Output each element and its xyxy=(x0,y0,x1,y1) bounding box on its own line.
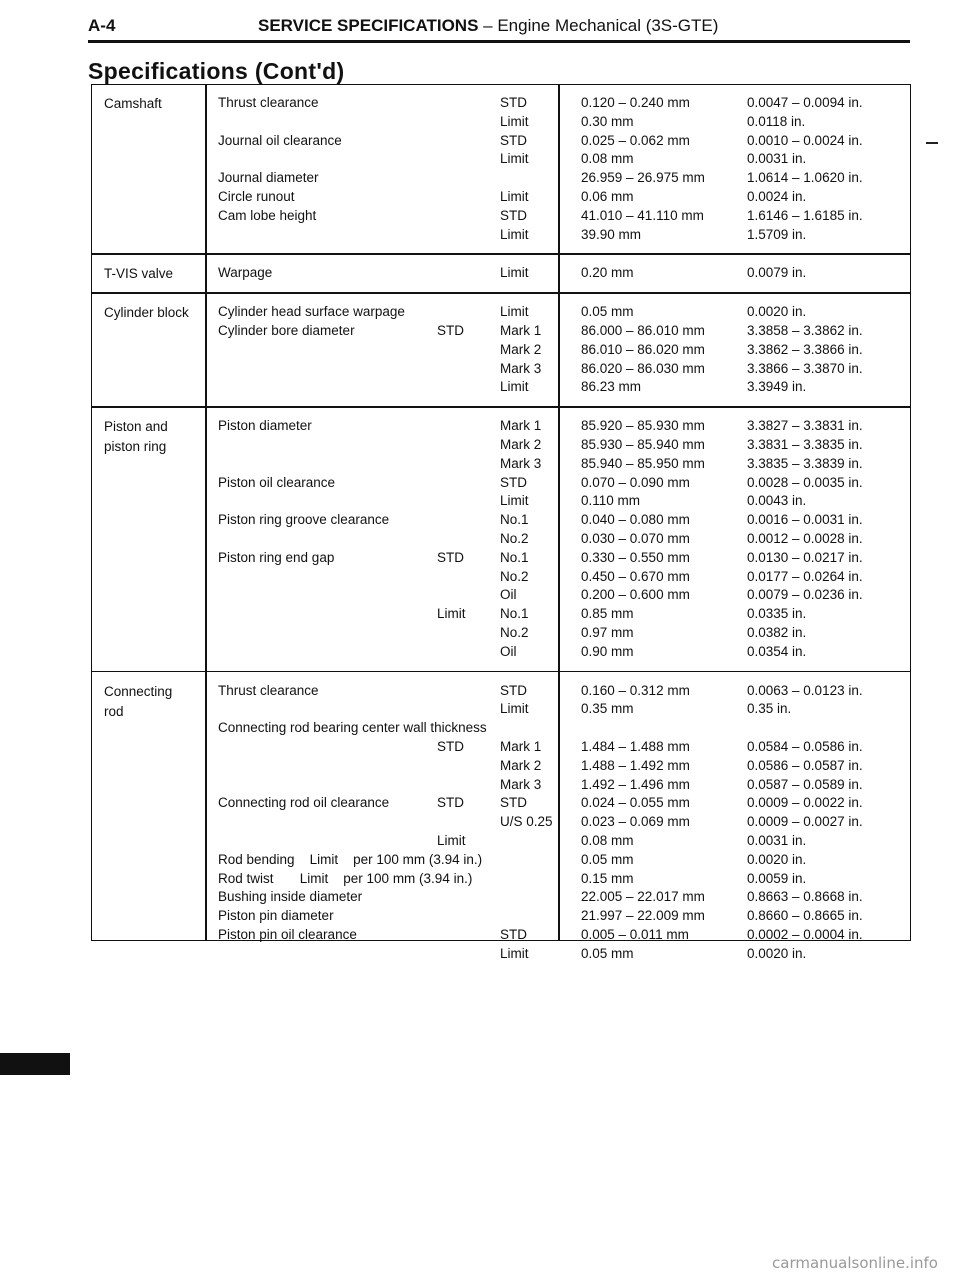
spec-condition: STD xyxy=(437,795,464,811)
spec-class: Limit xyxy=(500,226,529,242)
spec-metric: 86.020 – 86.030 mm xyxy=(581,360,705,376)
spec-imperial: 0.0354 in. xyxy=(747,643,807,659)
spec-class: Mark 1 xyxy=(500,739,542,754)
spec-imperial: 0.0002 – 0.0004 in. xyxy=(747,927,863,942)
spec-class: Limit xyxy=(500,265,529,281)
spec-imperial: 0.8663 – 0.8668 in. xyxy=(747,889,863,905)
spec-imperial: 0.0047 – 0.0094 in. xyxy=(747,95,863,110)
column-divider xyxy=(205,85,207,940)
spec-imperial: 1.5709 in. xyxy=(747,226,807,242)
spec-item: Cylinder head surface warpage xyxy=(218,304,405,320)
spec-item: Warpage xyxy=(218,265,273,281)
spec-metric: 21.997 – 22.009 mm xyxy=(581,908,705,924)
spec-imperial: 0.0118 in. xyxy=(747,113,806,129)
spec-item: Journal oil clearance xyxy=(218,132,342,148)
spec-metric: 85.920 – 85.930 mm xyxy=(581,418,705,434)
group-label: Piston and piston ring xyxy=(104,419,168,455)
spec-class: No.1 xyxy=(500,549,529,565)
spec-metric: 41.010 – 41.110 mm xyxy=(581,207,704,223)
spec-metric: 0.005 – 0.011 mm xyxy=(581,927,689,942)
header-title-rest: – Engine Mechanical (3S-GTE) xyxy=(478,16,719,35)
spec-imperial: 0.0079 in. xyxy=(747,265,807,281)
spec-item: Journal diameter xyxy=(218,170,319,186)
spec-class: Mark 1 xyxy=(500,323,542,338)
spec-metric: 0.20 mm xyxy=(581,265,634,281)
spec-metric: 0.35 mm xyxy=(581,701,634,717)
spec-condition: STD xyxy=(437,323,464,338)
spec-imperial: 3.3858 – 3.3862 in. xyxy=(747,323,863,338)
spec-imperial: 0.0043 in. xyxy=(747,493,807,509)
spec-metric: 86.23 mm xyxy=(581,379,642,395)
page-header xyxy=(88,16,908,42)
spec-imperial: 1.6146 – 1.6185 in. xyxy=(747,207,863,223)
group-label: Cylinder block xyxy=(104,305,189,321)
spec-metric: 0.025 – 0.062 mm xyxy=(581,132,690,148)
spec-class: No.2 xyxy=(500,568,529,584)
spec-imperial: 0.0031 in. xyxy=(747,833,807,848)
spec-imperial: 0.0020 in. xyxy=(747,304,807,320)
spec-imperial: 3.3835 – 3.3839 in. xyxy=(747,455,863,471)
spec-metric: 86.010 – 86.020 mm xyxy=(581,341,705,357)
spec-item: Rod bending Limit per 100 mm (3.94 in.) xyxy=(218,851,483,867)
spec-class: STD xyxy=(500,132,527,148)
spec-class: Limit xyxy=(500,113,529,129)
spec-imperial: 0.0586 – 0.0587 in. xyxy=(747,757,863,773)
margin-dash xyxy=(926,142,938,144)
spec-metric: 0.030 – 0.070 mm xyxy=(581,531,690,546)
spec-condition: STD xyxy=(437,739,464,754)
page-tab-marker xyxy=(0,1053,70,1075)
spec-metric: 26.959 – 26.975 mm xyxy=(581,170,705,186)
group-divider xyxy=(92,671,910,673)
spec-metric: 0.15 mm xyxy=(581,870,634,886)
spec-class: Mark 2 xyxy=(500,341,542,357)
spec-imperial: 0.0177 – 0.0264 in. xyxy=(747,568,863,584)
spec-imperial: 0.0584 – 0.0586 in. xyxy=(747,739,863,754)
spec-imperial: 0.0587 – 0.0589 in. xyxy=(747,776,863,792)
spec-metric: 0.85 mm xyxy=(581,606,634,622)
spec-imperial: 0.0010 – 0.0024 in. xyxy=(747,132,863,148)
spec-imperial: 0.0335 in. xyxy=(747,606,807,622)
spec-imperial: 0.0028 – 0.0035 in. xyxy=(747,474,863,490)
spec-item: Cylinder bore diameter xyxy=(218,323,355,338)
spec-class: Mark 3 xyxy=(500,455,542,471)
spec-imperial: 0.0382 in. xyxy=(747,625,807,640)
spec-metric: 0.024 – 0.055 mm xyxy=(581,795,690,811)
spec-class: Limit xyxy=(500,945,529,961)
spec-metric: 0.05 mm xyxy=(581,945,634,961)
spec-condition: Limit xyxy=(437,833,466,848)
group-label: Camshaft xyxy=(104,96,162,111)
spec-metric: 0.97 mm xyxy=(581,625,634,640)
spec-metric: 0.120 – 0.240 mm xyxy=(581,95,690,110)
spec-item: Piston diameter xyxy=(218,418,312,434)
spec-class: Mark 2 xyxy=(500,757,542,773)
spec-imperial: 0.0016 – 0.0031 in. xyxy=(747,512,863,528)
spec-metric: 0.05 mm xyxy=(581,304,634,320)
spec-item: Piston pin oil clearance xyxy=(218,927,357,942)
spec-condition: Limit xyxy=(437,606,466,622)
spec-imperial: 0.0020 in. xyxy=(747,945,807,961)
group-divider xyxy=(92,292,910,294)
spec-class: STD xyxy=(500,207,527,223)
spec-metric: 0.06 mm xyxy=(581,189,634,204)
spec-class: Oil xyxy=(500,587,517,603)
spec-class: Limit xyxy=(500,493,529,509)
spec-imperial: 3.3862 – 3.3866 in. xyxy=(747,341,863,357)
spec-table xyxy=(91,84,911,961)
spec-item: Connecting rod oil clearance xyxy=(218,795,390,811)
spec-item: Thrust clearance xyxy=(218,95,319,110)
spec-condition: STD xyxy=(437,549,464,565)
spec-item: Thrust clearance xyxy=(218,682,319,698)
spec-metric: 39.90 mm xyxy=(581,226,642,242)
spec-class: U/S 0.25 xyxy=(500,814,553,830)
spec-metric: 0.200 – 0.600 mm xyxy=(581,587,690,603)
spec-class: No.1 xyxy=(500,606,529,622)
spec-metric: 0.90 mm xyxy=(581,643,634,659)
spec-imperial: 0.0009 – 0.0027 in. xyxy=(747,814,863,830)
spec-class: Mark 2 xyxy=(500,437,542,452)
spec-class: Limit xyxy=(500,379,529,395)
spec-class: STD xyxy=(500,795,527,811)
spec-imperial: 1.0614 – 1.0620 in. xyxy=(747,170,863,186)
spec-metric: 0.450 – 0.670 mm xyxy=(581,568,690,584)
header-title xyxy=(258,16,718,36)
spec-metric: 85.930 – 85.940 mm xyxy=(581,437,705,452)
spec-imperial: 3.3866 – 3.3870 in. xyxy=(747,360,863,376)
spec-item: Piston ring end gap xyxy=(218,549,335,565)
spec-imperial: 0.0031 in. xyxy=(747,151,807,167)
spec-class: STD xyxy=(500,474,527,490)
spec-metric: 0.160 – 0.312 mm xyxy=(581,682,690,698)
page-number: A-4 xyxy=(88,16,116,35)
spec-imperial: 0.0059 in. xyxy=(747,870,807,886)
watermark: carmanualsonline.info xyxy=(772,1254,938,1272)
spec-imperial: 0.0079 – 0.0236 in. xyxy=(747,587,863,603)
spec-imperial: 0.0130 – 0.0217 in. xyxy=(747,549,863,565)
header-rule xyxy=(88,40,910,43)
spec-class: Mark 3 xyxy=(500,776,542,792)
spec-metric: 0.110 mm xyxy=(581,493,641,509)
spec-metric: 1.492 – 1.496 mm xyxy=(581,776,690,792)
group-divider xyxy=(92,406,910,408)
spec-class: Limit xyxy=(500,189,529,204)
spec-class: Limit xyxy=(500,151,529,167)
section-title: Specifications (Cont'd) xyxy=(88,58,345,84)
spec-class: Oil xyxy=(500,643,517,659)
spec-metric: 0.30 mm xyxy=(581,113,634,129)
spec-class: No.1 xyxy=(500,512,529,528)
spec-imperial: 0.0063 – 0.0123 in. xyxy=(747,682,863,698)
spec-item: Piston ring groove clearance xyxy=(218,512,390,528)
spec-class: Mark 1 xyxy=(500,418,542,434)
spec-metric: 0.08 mm xyxy=(581,151,634,167)
group-label: Connecting rod xyxy=(104,683,173,719)
group-divider xyxy=(92,253,910,255)
spec-imperial: 3.3949 in. xyxy=(747,379,807,395)
spec-item: Bushing inside diameter xyxy=(218,889,363,905)
spec-imperial: 0.0024 in. xyxy=(747,189,807,204)
spec-imperial: 0.0020 in. xyxy=(747,851,807,867)
spec-class: STD xyxy=(500,95,527,110)
spec-imperial: 0.0012 – 0.0028 in. xyxy=(747,531,863,546)
spec-imperial: 3.3827 – 3.3831 in. xyxy=(747,418,863,434)
spec-item: Cam lobe height xyxy=(218,207,317,223)
spec-metric: 86.000 – 86.010 mm xyxy=(581,323,705,338)
spec-metric: 22.005 – 22.017 mm xyxy=(581,889,705,905)
spec-metric: 1.484 – 1.488 mm xyxy=(581,739,690,754)
spec-metric: 0.040 – 0.080 mm xyxy=(581,512,690,528)
column-divider xyxy=(558,85,560,940)
spec-imperial: 0.35 in. xyxy=(747,701,792,717)
spec-metric: 0.330 – 0.550 mm xyxy=(581,549,690,565)
spec-metric: 85.940 – 85.950 mm xyxy=(581,455,705,471)
spec-class: STD xyxy=(500,682,527,698)
spec-class: No.2 xyxy=(500,531,529,546)
spec-imperial: 3.3831 – 3.3835 in. xyxy=(747,437,863,452)
spec-metric: 0.023 – 0.069 mm xyxy=(581,814,690,830)
spec-class: Limit xyxy=(500,304,529,320)
spec-metric: 0.08 mm xyxy=(581,833,634,848)
spec-item: Piston pin diameter xyxy=(218,908,334,924)
spec-item: Circle runout xyxy=(218,189,295,204)
spec-metric: 0.070 – 0.090 mm xyxy=(581,474,690,490)
spec-class: Mark 3 xyxy=(500,360,542,376)
spec-class: Limit xyxy=(500,701,529,717)
spec-imperial: 0.8660 – 0.8665 in. xyxy=(747,908,863,924)
group-label: T-VIS valve xyxy=(104,266,174,282)
spec-item: Piston oil clearance xyxy=(218,474,336,490)
spec-class: STD xyxy=(500,927,527,942)
header-title-bold: SERVICE SPECIFICATIONS xyxy=(258,16,479,35)
spec-imperial: 0.0009 – 0.0022 in. xyxy=(747,795,863,811)
spec-class: No.2 xyxy=(500,625,529,640)
spec-metric: 0.05 mm xyxy=(581,851,634,867)
spec-metric: 1.488 – 1.492 mm xyxy=(581,757,690,773)
spec-item: Connecting rod bearing center wall thickness xyxy=(218,720,487,736)
spec-item: Rod twist Limit per 100 mm (3.94 in.) xyxy=(218,870,473,886)
